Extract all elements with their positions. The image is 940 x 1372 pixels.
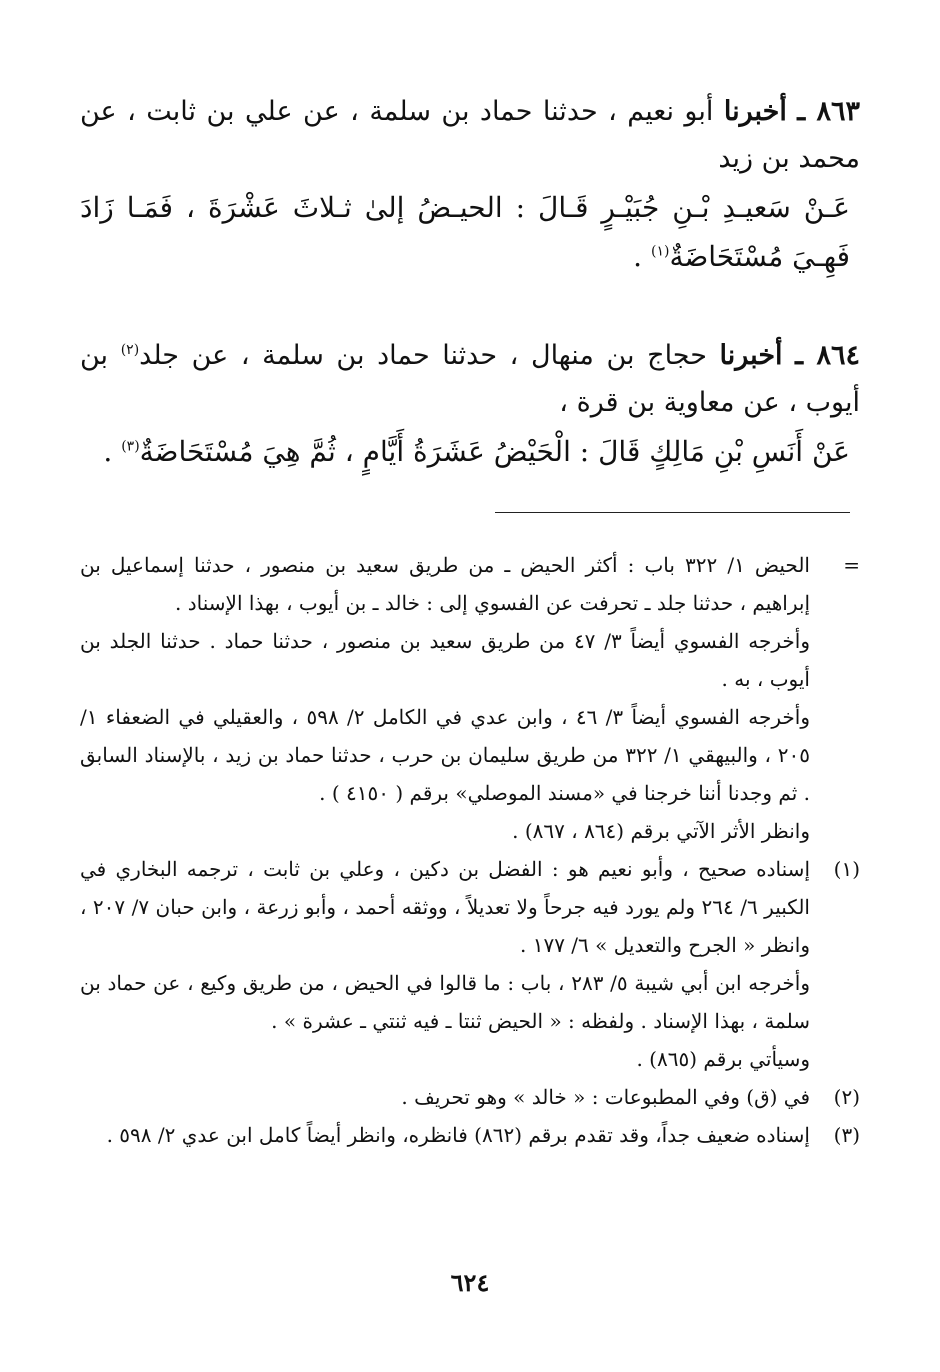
footnote-marker: (١) (833, 857, 860, 881)
footnote-2 (80, 1078, 860, 1116)
footnote-separator (495, 512, 850, 513)
footnote-paragraph: وانظر الأثر الآتي برقم (٨٦٤ ، ٨٦٧) . (512, 819, 810, 843)
continuation-marker: = (843, 553, 860, 577)
isnad-text: أبو نعيم ، حدثنا حماد بن سلمة ، عن علي بن ثابت ، عن محمد بن زيد (80, 96, 860, 175)
entry-number: ٨٦٤ ـ (795, 340, 861, 371)
footnote-paragraph: إسناده ضعيف جداً، وقد تقدم برقم (٨٦٢) فانظره، وانظر أيضاً كامل ابن عدي ٢/ ٥٩٨ . (106, 1123, 810, 1147)
footnote-paragraph: وأخرجه الفسوي أيضاً ٣/ ٤٧ من طريق سعيد بن منصور ، حدثنا حماد . حدثنا الجلد بن أيوب ، به . (80, 629, 810, 691)
isnad-text: حجاج بن منهال ، حدثنا حماد بن سلمة ، عن جلد (139, 340, 707, 371)
footnote-paragraph: إسناده صحيح ، وأبو نعيم هو : الفضل بن دكين ، وعلي بن ثابت ، ترجمه البخاري في الكبير ٦/ ٢٦٤ ولم يورد فيه جرحاً ولا تعديلاً ، ووثقه أحمد ، وأبو زرعة ، وابن حبان ٧/ ٢٠٧ ، وانظر « الجرح والتعديل » ٦/ ١٧٧ . (80, 857, 811, 957)
footnote-ref-1[interactable]: (١) (650, 243, 670, 260)
isnad (80, 88, 860, 183)
footnotes (80, 546, 860, 1154)
isnad (80, 332, 860, 427)
page-number: ٦٢٤ (450, 1268, 490, 1297)
matn-end: . (633, 239, 651, 273)
entry-lead-word: أخبرنا (719, 340, 783, 371)
footnote-paragraph: وسيأتي برقم (٨٦٥) . (636, 1047, 810, 1071)
footnote-ref-3[interactable]: (٣) (121, 438, 140, 455)
footnote-paragraph: وأخرجه ابن أبي شيبة ٥/ ٢٨٣ ، باب : ما قالوا في الحيض ، من طريق وكيع ، عن حماد بن سلمة ، بهذا الإسناد . ولفظه : « الحيض ثنتا ـ فيه ثنتي ـ عشرة » . (80, 971, 810, 1033)
footnote-marker: (٣) (833, 1123, 860, 1147)
footnote-continuation (80, 546, 860, 850)
footnote-paragraph: الحيض ١/ ٣٢٢ باب : أكثر الحيض ـ من طريق سعيد بن منصور ، حدثنا إسماعيل بن إبراهيم ، حدثنا جلد ـ تحرفت عن الفسوي إلى : خالد ـ بن أيوب ، بهذا الإسناد . (80, 553, 810, 615)
footnote-paragraph: وأخرجه الفسوي أيضاً ٣/ ٤٦ ، وابن عدي في الكامل ٢/ ٥٩٨ ، والعقيلي في الضعفاء ١/ ٢٠٥ ، والبيهقي ١/ ٣٢٢ من طريق سليمان بن حرب ، حدثنا حماد بن زيد ، بالإسناد السابق . ثم وجدنا أننا خرجنا في «مسند الموصلي» برقم ( ٤١٥٠ ) . (80, 705, 810, 805)
matn: عَـنْ سَعيـدِ بْـنِ جُبَيْـرٍ قَـالَ : الحيـضُ إلىٰ ثـلاثَ عَشْرَةَ ، فَمَـا زَادَ فَهِـيَ مُسْتَحَاضَةٌ (80, 190, 850, 273)
footnote-3 (80, 1116, 860, 1154)
entry-number: ٨٦٣ ـ (797, 96, 860, 127)
footnote-paragraph: في (ق) وفي المطبوعات : « خالد » وهو تحريف . (401, 1085, 810, 1109)
entry-863 (80, 88, 860, 281)
footnote-marker: (٢) (833, 1085, 860, 1109)
footnote-1 (80, 850, 860, 1078)
isnad-text-rest: بن أيوب ، عن معاوية بن قرة ، (80, 340, 860, 419)
entry-lead-word: أخبرنا (723, 96, 787, 127)
matn-end: . (103, 434, 122, 468)
entry-864 (80, 332, 860, 476)
athar-text (80, 183, 860, 281)
athar-text (80, 427, 860, 476)
footnote-ref-2[interactable]: (٢) (120, 342, 140, 358)
matn: عَنْ أَنَسِ بْنِ مَالِكٍ قَالَ : الْحَيْضُ عَشَرَةُ أَيَّامٍ ، ثُمَّ هِيَ مُسْتَحَاضَةٌ (139, 434, 850, 468)
